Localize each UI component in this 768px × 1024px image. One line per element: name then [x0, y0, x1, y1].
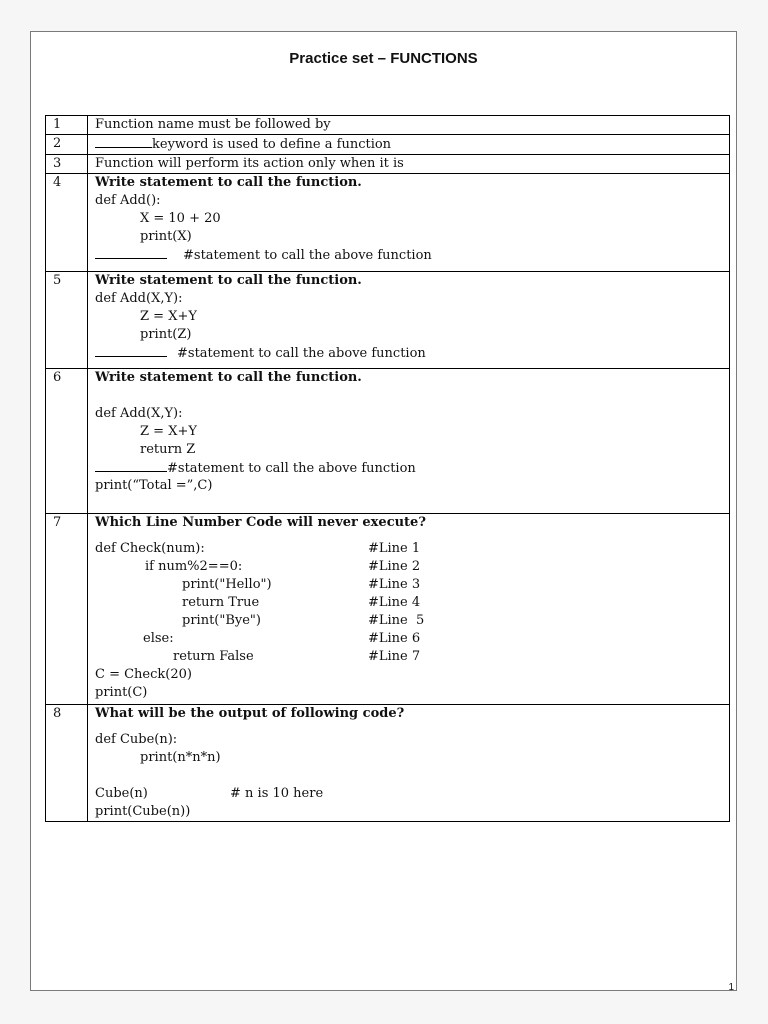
question-cell [88, 135, 730, 155]
code-comment: # n is 10 here [230, 786, 324, 801]
question-cell [88, 174, 730, 272]
question-number: 6 [46, 369, 88, 514]
table-row [46, 155, 730, 174]
code-line: print(“Total =”,C) [95, 478, 213, 493]
code-line [95, 344, 729, 362]
code-line: print("Bye") #Line 5 [182, 613, 425, 628]
line-comment: #Line 1 [368, 541, 421, 556]
table-row [46, 369, 730, 514]
code-comment: #statement to call the above function [177, 346, 426, 361]
line-comment: #Line 5 [368, 613, 425, 628]
question-number: 4 [46, 174, 88, 272]
document-page [30, 31, 737, 991]
table-row [46, 272, 730, 369]
code-line: print(Z) [140, 327, 192, 342]
question-heading: Write statement to call the function. [95, 370, 362, 385]
code-line [95, 459, 729, 477]
code-line: print("Hello") #Line 3 [182, 577, 421, 592]
question-text: Function name must be followed by [88, 116, 730, 135]
code-line: return False #Line 7 [173, 649, 421, 664]
page-title: Practice set – FUNCTIONS [289, 50, 478, 67]
code-line: print(Cube(n)) [95, 804, 191, 819]
code-line: C = Check(20) [95, 667, 192, 682]
code-line [95, 246, 729, 264]
table-row [46, 116, 730, 135]
code-line: return Z [140, 442, 196, 457]
page-number: 1 [728, 982, 734, 993]
code-line: def Check(num): #Line 1 [95, 541, 421, 556]
question-heading: What will be the output of following code? [95, 706, 405, 721]
line-comment: #Line 3 [368, 577, 421, 592]
code-line: print(C) [95, 685, 148, 700]
code-comment: #statement to call the above function [183, 248, 432, 263]
code-line: else: #Line 6 [143, 631, 421, 646]
code-line: def Cube(n): [95, 732, 178, 747]
code-line: def Add(X,Y): [95, 406, 183, 421]
answer-blank [95, 135, 152, 148]
question-text: Function will perform its action only when it is [88, 155, 730, 174]
question-cell [88, 705, 730, 822]
line-comment: #Line 4 [368, 595, 421, 610]
answer-blank [95, 344, 167, 357]
question-cell [88, 369, 730, 514]
code-line: Cube(n) # n is 10 here [95, 786, 324, 801]
answer-blank [95, 459, 167, 472]
code-line: if num%2==0: #Line 2 [145, 559, 421, 574]
table-row [46, 705, 730, 822]
table-row [46, 174, 730, 272]
code-comment: #statement to call the above function [167, 461, 416, 476]
code-line: Z = X+Y [140, 424, 197, 439]
code-line: def Add(): [95, 193, 161, 208]
question-text: keyword is used to define a function [152, 137, 392, 152]
answer-blank [95, 246, 167, 259]
question-number: 3 [46, 155, 88, 174]
line-comment: #Line 6 [368, 631, 421, 646]
question-heading: Write statement to call the function. [95, 273, 362, 288]
question-number: 7 [46, 514, 88, 705]
code-line: X = 10 + 20 [140, 211, 221, 226]
code-line: print(n*n*n) [140, 750, 221, 765]
question-cell [88, 514, 730, 705]
code-line: return True #Line 4 [182, 595, 421, 610]
line-comment: #Line 7 [368, 649, 421, 664]
question-number: 2 [46, 135, 88, 155]
question-number: 5 [46, 272, 88, 369]
code-line: def Add(X,Y): [95, 291, 183, 306]
question-number: 1 [46, 116, 88, 135]
code-line: print(X) [140, 229, 192, 244]
question-heading: Write statement to call the function. [95, 175, 362, 190]
code-line: Z = X+Y [140, 309, 197, 324]
table-row [46, 135, 730, 155]
question-number: 8 [46, 705, 88, 822]
question-heading: Which Line Number Code will never execute? [95, 515, 426, 530]
table-row [46, 514, 730, 705]
questions-table [45, 115, 730, 822]
question-cell [88, 272, 730, 369]
line-comment: #Line 2 [368, 559, 421, 574]
